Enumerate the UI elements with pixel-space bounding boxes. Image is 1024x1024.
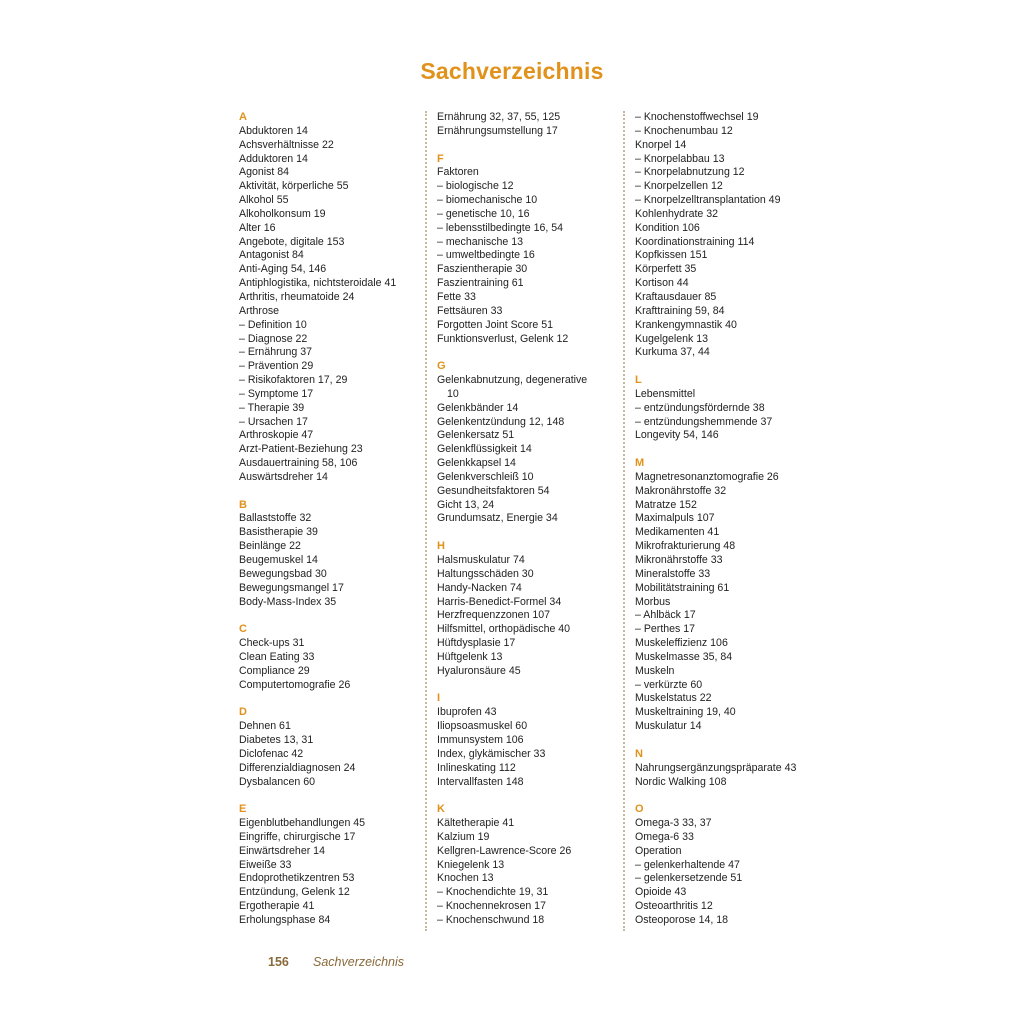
index-entry: Maximalpuls 107 xyxy=(635,512,715,525)
index-entry: Eiweiße 33 xyxy=(239,858,292,871)
index-entry: Gesundheitsfaktoren 54 xyxy=(437,484,550,497)
index-entry: Gelenkflüssigkeit 14 xyxy=(437,443,532,456)
index-entry: Osteoarthritis 12 xyxy=(635,900,713,913)
index-entry: Muskeleffizienz 106 xyxy=(635,637,728,650)
column-divider xyxy=(425,111,427,931)
index-entry: Index, glykämischer 33 xyxy=(437,747,546,760)
index-entry: Endoprothetikzentren 53 xyxy=(239,872,355,885)
index-subentry: – Prävention 29 xyxy=(239,360,314,373)
index-entry: Diabetes 13, 31 xyxy=(239,733,314,746)
index-entry: Körperfett 35 xyxy=(635,263,697,276)
index-entry: Grundumsatz, Energie 34 xyxy=(437,512,558,525)
index-entry: Matratze 152 xyxy=(635,498,697,511)
index-entry: Morbus xyxy=(635,595,671,608)
index-entry: Alkoholkonsum 19 xyxy=(239,207,326,220)
section-letter: K xyxy=(437,803,445,816)
index-entry: Auswärtsdreher 14 xyxy=(239,470,328,483)
index-subentry: – Knorpelzelltransplantation 49 xyxy=(635,194,781,207)
index-entry: Lebensmittel xyxy=(635,387,696,400)
index-entry: Fettsäuren 33 xyxy=(437,304,503,317)
index-subentry: – Diagnose 22 xyxy=(239,332,308,345)
section-letter: H xyxy=(437,540,445,553)
index-entry: Mikrofrakturierung 48 xyxy=(635,540,736,553)
section-gap xyxy=(635,789,821,803)
index-entry: Hüftdysplasie 17 xyxy=(437,637,516,650)
index-entry: Opioide 43 xyxy=(635,886,687,899)
index-column-3 xyxy=(635,111,821,928)
section-gap xyxy=(239,609,425,623)
index-entry: Gicht 13, 24 xyxy=(437,498,495,511)
index-entry: Kugelgelenk 13 xyxy=(635,332,709,345)
index-column-1 xyxy=(239,111,425,928)
index-entry: Faktoren xyxy=(437,166,479,179)
index-entry: Compliance 29 xyxy=(239,664,310,677)
index-entry: Achsverhältnisse 22 xyxy=(239,138,334,151)
index-subentry: – Knochendichte 19, 31 xyxy=(437,886,549,899)
index-entry: Nahrungsergänzungspräparate 43 xyxy=(635,761,797,774)
section-gap xyxy=(635,360,821,374)
index-entry: Mobilitätstraining 61 xyxy=(635,581,730,594)
index-entry: Kniegelenk 13 xyxy=(437,858,505,871)
index-subentry: – biologische 12 xyxy=(437,180,514,193)
index-entry: Differenzialdiagnosen 24 xyxy=(239,761,356,774)
section-letter: B xyxy=(239,498,247,511)
index-entry: Gelenkersatz 51 xyxy=(437,429,515,442)
index-entry: Arthritis, rheumatoide 24 xyxy=(239,290,355,303)
index-entry: Gelenkkapsel 14 xyxy=(437,457,516,470)
index-subentry: – Knochenstoffwechsel 19 xyxy=(635,111,759,123)
index-subentry: – Therapie 39 xyxy=(239,401,305,414)
index-subentry: – Ahlbäck 17 xyxy=(635,609,696,622)
index-entry: Dysbalancen 60 xyxy=(239,775,315,788)
section-letter: C xyxy=(239,623,247,636)
index-entry: Einwärtsdreher 14 xyxy=(239,844,325,857)
index-subentry: – Knorpelabnutzung 12 xyxy=(635,166,745,179)
index-subentry: – gelenkersetzende 51 xyxy=(635,872,743,885)
index-entry: Faszientraining 61 xyxy=(437,277,524,290)
index-entry: Hyaluronsäure 45 xyxy=(437,664,521,677)
index-entry: Immunsystem 106 xyxy=(437,733,524,746)
index-subentry: – gelenkerhaltende 47 xyxy=(635,858,740,871)
index-entry: Ausdauertraining 58, 106 xyxy=(239,457,358,470)
index-subentry: – mechanische 13 xyxy=(437,235,523,248)
index-entry: Ibuprofen 43 xyxy=(437,706,497,719)
index-entry: Angebote, digitale 153 xyxy=(239,235,345,248)
index-entry: Magnetresonanztomografie 26 xyxy=(635,470,779,483)
section-letter: G xyxy=(437,360,446,373)
index-entry-continuation: 10 xyxy=(447,387,459,400)
index-subentry: – entzündungsfördernde 38 xyxy=(635,401,765,414)
index-entry: Muskeltraining 19, 40 xyxy=(635,706,736,719)
index-entry: Knorpel 14 xyxy=(635,138,687,151)
index-entry: Omega-3 33, 37 xyxy=(635,817,712,830)
index-entry: Mineralstoffe 33 xyxy=(635,567,711,580)
index-subentry: – Knochenumbau 12 xyxy=(635,124,733,137)
index-entry: Entzündung, Gelenk 12 xyxy=(239,886,350,899)
index-entry: Muskelmasse 35, 84 xyxy=(635,650,733,663)
index-entry: Adduktoren 14 xyxy=(239,152,308,165)
index-entry: Harris-Benedict-Formel 34 xyxy=(437,595,562,608)
index-entry: Omega-6 33 xyxy=(635,830,694,843)
index-entry: Muskulatur 14 xyxy=(635,720,702,733)
section-gap xyxy=(239,789,425,803)
index-entry: Eingriffe, chirurgische 17 xyxy=(239,830,356,843)
index-entry: Kopfkissen 151 xyxy=(635,249,708,262)
index-entry: Check-ups 31 xyxy=(239,637,305,650)
section-letter: A xyxy=(239,111,247,123)
index-entry: Medikamenten 41 xyxy=(635,526,720,539)
index-entry: Alter 16 xyxy=(239,221,276,234)
index-entry: Operation xyxy=(635,844,682,857)
section-gap xyxy=(437,789,623,803)
index-entry: Iliopsoasmuskel 60 xyxy=(437,720,528,733)
index-entry: Hüftgelenk 13 xyxy=(437,650,503,663)
index-subentry: – Knochennekrosen 17 xyxy=(437,900,546,913)
index-entry: Aktivität, körperliche 55 xyxy=(239,180,349,193)
index-entry: Knochen 13 xyxy=(437,872,494,885)
index-entry: Muskeln xyxy=(635,664,675,677)
index-entry: Kalzium 19 xyxy=(437,830,490,843)
index-entry: Anti-Aging 54, 146 xyxy=(239,263,327,276)
index-subentry: – biomechanische 10 xyxy=(437,194,538,207)
section-gap xyxy=(239,692,425,706)
index-subentry: – Knorpelabbau 13 xyxy=(635,152,725,165)
index-entry: Kurkuma 37, 44 xyxy=(635,346,710,359)
index-entry: Abduktoren 14 xyxy=(239,124,308,137)
index-entry: Clean Eating 33 xyxy=(239,650,315,663)
index-entry: Arthroskopie 47 xyxy=(239,429,314,442)
index-entry: Halsmuskulatur 74 xyxy=(437,554,525,566)
index-subentry: – Symptome 17 xyxy=(239,387,314,400)
section-letter: N xyxy=(635,747,643,760)
index-subentry: – umweltbedingte 16 xyxy=(437,249,535,262)
section-letter: E xyxy=(239,803,247,816)
index-entry: Gelenkbänder 14 xyxy=(437,401,519,414)
index-entry: Krafttraining 59, 84 xyxy=(635,304,725,317)
index-entry: Kältetherapie 41 xyxy=(437,817,515,830)
index-entry: Kraftausdauer 85 xyxy=(635,290,717,303)
index-entry: Ergotherapie 41 xyxy=(239,900,315,913)
index-entry: Diclofenac 42 xyxy=(239,747,304,760)
index-entry: Body-Mass-Index 35 xyxy=(239,595,337,608)
index-subentry: – Knorpelzellen 12 xyxy=(635,180,723,193)
index-entry: Beugemuskel 14 xyxy=(239,554,318,566)
index-entry: Bewegungsbad 30 xyxy=(239,567,327,580)
index-entry: Eigenblutbehandlungen 45 xyxy=(239,817,366,830)
section-gap xyxy=(437,679,623,693)
index-subentry: – verkürzte 60 xyxy=(635,678,703,691)
index-entry: Arthrose xyxy=(239,304,280,317)
section-letter: D xyxy=(239,706,247,719)
index-entry: Bewegungsmangel 17 xyxy=(239,581,344,594)
index-entry: Beinlänge 22 xyxy=(239,540,301,553)
index-entry: Hilfsmittel, orthopädische 40 xyxy=(437,623,571,636)
index-subentry: – Perthes 17 xyxy=(635,623,696,636)
section-gap xyxy=(635,734,821,748)
index-entry: Longevity 54, 146 xyxy=(635,429,719,442)
section-letter: O xyxy=(635,803,644,816)
index-entry: Ernährungsumstellung 17 xyxy=(437,124,558,137)
index-entry: Alkohol 55 xyxy=(239,194,289,207)
section-gap xyxy=(239,485,425,499)
index-entry: Inlineskating 112 xyxy=(437,761,516,774)
index-entry: Muskelstatus 22 xyxy=(635,692,712,705)
index-subentry: – Risikofaktoren 17, 29 xyxy=(239,374,348,387)
index-entry: Gelenkverschleiß 10 xyxy=(437,470,534,483)
column-divider xyxy=(623,111,625,931)
page-title: Sachverzeichnis xyxy=(420,58,604,84)
index-entry: Handy-Nacken 74 xyxy=(437,581,522,594)
index-entry: Antiphlogistika, nichtsteroidale 41 xyxy=(239,277,397,290)
index-entry: Gelenkabnutzung, degenerative xyxy=(437,374,588,387)
index-entry: Kortison 44 xyxy=(635,277,689,290)
index-entry: Forgotten Joint Score 51 xyxy=(437,318,554,331)
index-entry: Kellgren-Lawrence-Score 26 xyxy=(437,844,572,857)
index-entry: Dehnen 61 xyxy=(239,720,291,733)
index-subentry: – entzündungshemmende 37 xyxy=(635,415,773,428)
index-subentry: – lebensstilbedingte 16, 54 xyxy=(437,221,564,234)
index-entry: Osteoporose 14, 18 xyxy=(635,913,729,926)
index-subentry: – Ursachen 17 xyxy=(239,415,308,428)
index-entry: Ernährung 32, 37, 55, 125 xyxy=(437,111,561,123)
section-letter: I xyxy=(437,692,441,705)
running-footer: Sachverzeichnis xyxy=(313,955,405,969)
index-entry: Antagonist 84 xyxy=(239,249,304,262)
index-entry: Funktionsverlust, Gelenk 12 xyxy=(437,332,569,345)
index-entry: Nordic Walking 108 xyxy=(635,775,727,788)
index-subentry: – genetische 10, 16 xyxy=(437,207,530,220)
section-letter: L xyxy=(635,374,642,387)
index-entry: Herzfrequenzzonen 107 xyxy=(437,609,551,622)
index-entry: Krankengymnastik 40 xyxy=(635,318,737,331)
index-entry: Kondition 106 xyxy=(635,221,700,234)
index-entry: Ballaststoffe 32 xyxy=(239,512,312,525)
index-subentry: – Knochenschwund 18 xyxy=(437,913,545,926)
section-letter: M xyxy=(635,457,645,470)
section-gap xyxy=(437,139,623,153)
index-entry: Erholungsphase 84 xyxy=(239,913,331,926)
index-entry: Makronährstoffe 32 xyxy=(635,484,727,497)
index-entry: Arzt-Patient-Beziehung 23 xyxy=(239,443,363,456)
index-entry: Kohlenhydrate 32 xyxy=(635,207,719,220)
section-gap xyxy=(635,443,821,457)
page-number: 156 xyxy=(268,955,289,969)
section-letter: F xyxy=(437,152,444,165)
index-entry: Haltungsschäden 30 xyxy=(437,567,534,580)
index-entry: Agonist 84 xyxy=(239,166,290,179)
index-entry: Koordinationstraining 114 xyxy=(635,235,755,248)
index-subentry: – Definition 10 xyxy=(239,318,307,331)
index-entry: Computertomografie 26 xyxy=(239,678,351,691)
index-entry: Mikronährstoffe 33 xyxy=(635,554,723,566)
index-column-2 xyxy=(437,111,623,928)
index-subentry: – Ernährung 37 xyxy=(239,346,313,359)
index-entry: Gelenkentzündung 12, 148 xyxy=(437,415,565,428)
section-gap xyxy=(437,346,623,360)
index-entry: Faszientherapie 30 xyxy=(437,263,528,276)
index-entry: Basistherapie 39 xyxy=(239,526,318,539)
section-gap xyxy=(437,526,623,540)
index-entry: Intervallfasten 148 xyxy=(437,775,524,788)
index-entry: Fette 33 xyxy=(437,290,476,303)
